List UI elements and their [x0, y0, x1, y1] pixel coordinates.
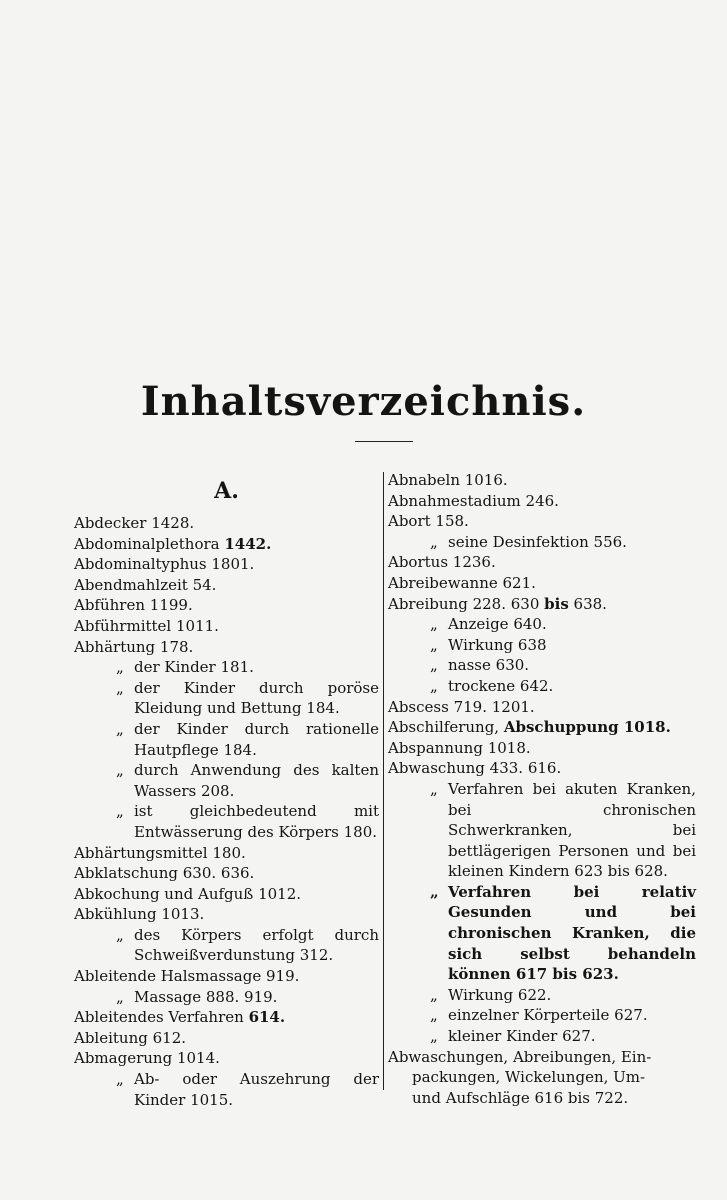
index-subentry: „ Ab- oder Auszehrung der Kinder 1015.: [116, 1070, 379, 1109]
index-entry: Ableitendes Verfahren 614.: [74, 1008, 286, 1027]
ditto-mark: „: [116, 658, 124, 677]
index-entry: Abschilferung, Abschuppung 1018.: [388, 718, 671, 737]
index-entry: Abwaschungen, Abreibungen, Ein- packungen, Wickelungen, Um- und Aufschläge 616 bis 722.: [388, 1047, 652, 1107]
index-column-left: [74, 470, 379, 1110]
index-entry: Ableitende Halsmassage 919.: [74, 967, 300, 986]
ditto-mark: „: [430, 1006, 438, 1025]
ditto-mark: „: [430, 779, 438, 798]
section-letter: A.: [214, 478, 239, 504]
ditto-mark: „: [116, 987, 124, 1006]
index-subentry: „ Verfahren bei relativ Gesunden und bei chronischen Kranken, die sich selbst behandeln können 617 bis 623.: [430, 882, 696, 984]
index-subentry: „ des Körpers erfolgt durch Schweißverdunstung 312.: [116, 925, 379, 965]
index-subentry: „ nasse 630.: [430, 656, 530, 675]
ditto-mark: „: [116, 925, 124, 944]
ditto-mark: „: [430, 676, 438, 695]
index-subentry: „ einzelner Körperteile 627.: [430, 1006, 648, 1025]
index-entry: Abreibewanne 621.: [388, 573, 536, 592]
ditto-mark: „: [116, 1070, 124, 1089]
index-entry: Abkochung und Aufguß 1012.: [74, 884, 302, 903]
index-subentry: „ seine Desinfektion 556.: [430, 532, 627, 551]
index-entry: Abkühlung 1013.: [74, 905, 205, 924]
index-entry: Abendmahlzeit 54.: [74, 575, 217, 594]
index-subentry: „ ist gleichbedeutend mit Entwässerung des Körpers 180.: [116, 802, 379, 841]
ditto-mark: „: [116, 802, 124, 821]
ditto-mark: „: [430, 635, 438, 654]
index-entry: Abscess 719. 1201.: [388, 697, 535, 716]
index-entry: Abnahmestadium 246.: [388, 491, 559, 510]
index-entry: Abhärtungsmittel 180.: [74, 843, 246, 862]
index-entry: Abmagerung 1014.: [74, 1049, 220, 1068]
index-subentry: „ Massage 888. 919.: [116, 987, 278, 1006]
ditto-mark: „: [430, 615, 438, 634]
title-rule: [355, 441, 413, 442]
column-divider: [383, 472, 384, 1090]
index-entry: Ableitung 612.: [74, 1028, 187, 1047]
ditto-mark: „: [116, 719, 124, 738]
index-subentry: „ Anzeige 640.: [430, 615, 547, 634]
index-entry: Abdecker 1428.: [74, 514, 195, 532]
ditto-mark: „: [430, 656, 438, 675]
index-subentry: „ der Kinder durch poröse Kleidung und Bettung 184.: [116, 678, 379, 718]
index-subentry: „ trockene 642.: [430, 676, 554, 695]
index-subentry: „ der Kinder 181.: [116, 658, 254, 677]
index-entry: Abwaschung 433. 616.: [388, 759, 562, 778]
index-entry: Abführen 1199.: [74, 596, 193, 615]
ditto-mark: „: [430, 882, 439, 901]
index-entry: Abort 158.: [388, 512, 469, 531]
index-subentry: „ Verfahren bei akuten Kranken, bei chronischen Schwerkranken, bei bettlägerigen Personen und bei kleinen Kindern 623 bis 628.: [430, 779, 696, 881]
index-entry: Abdominaltyphus 1801.: [74, 555, 255, 574]
index-subentry: „ der Kinder durch rationelle Hautpflege 184.: [116, 719, 379, 759]
index-entry: Abklatschung 630. 636.: [74, 864, 255, 883]
index-entry: Abreibung 228. 630 bis 638.: [388, 594, 607, 613]
index-subentry: „ kleiner Kinder 627.: [430, 1027, 596, 1046]
ditto-mark: „: [430, 1027, 438, 1046]
index-entry: Abhärtung 178.: [74, 637, 194, 656]
index-entry: Abdominalplethora 1442.: [74, 534, 272, 553]
index-entry: Abführmittel 1011.: [74, 616, 219, 635]
ditto-mark: „: [116, 678, 124, 697]
index-entry: Abnabeln 1016.: [388, 471, 508, 489]
index-entry: Abortus 1236.: [388, 553, 496, 572]
index-subentry: „ Wirkung 638: [430, 635, 547, 654]
ditto-mark: „: [116, 761, 124, 780]
index-column-right: [388, 470, 696, 1108]
index-entry: Abspannung 1018.: [388, 738, 531, 757]
index-subentry: „ Wirkung 622.: [430, 985, 552, 1004]
ditto-mark: „: [430, 532, 438, 551]
index-subentry: „ durch Anwendung des kalten Wassers 208.: [116, 761, 379, 800]
ditto-mark: „: [430, 985, 438, 1004]
page-title: Inhaltsverzeichnis.: [140, 378, 587, 425]
